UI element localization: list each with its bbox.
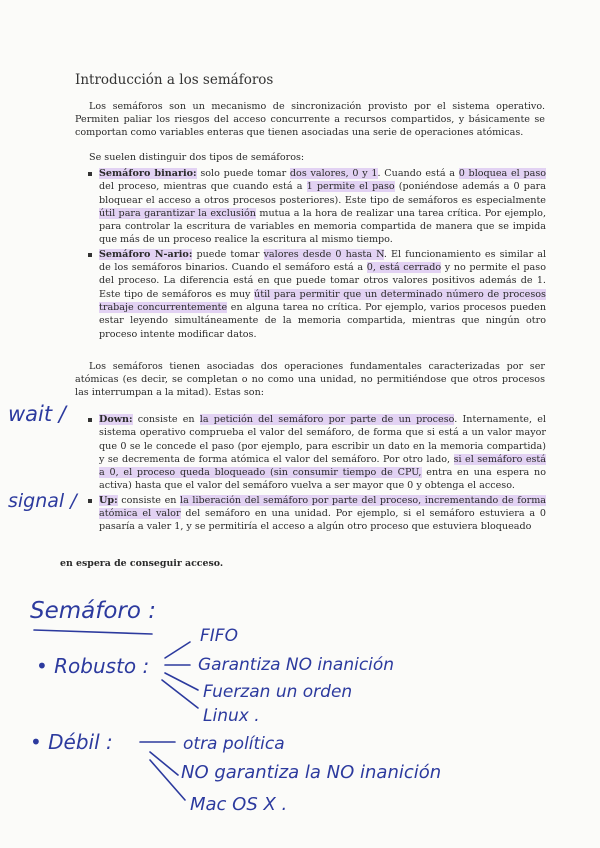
highlight-fragment: valores desde 0 hasta N	[263, 248, 384, 260]
text-fragment: del semáforo en una unidad. Por ejemplo, si el semáforo estuviera a 0 pasaría a valer 1, y se permitiría el acceso a algún otro proceso que estuviera bloqueado	[99, 508, 546, 533]
handwritten-debil: • Débil :	[30, 730, 113, 754]
highlight-fragment: útil para permitir que un determinado número de procesos trabaje concurrentemente	[99, 288, 546, 313]
handwritten-mac: Mac OS X .	[190, 794, 288, 815]
binary-label: Semáforo binario:	[99, 168, 197, 179]
handwritten-fifo: FIFO	[200, 626, 238, 646]
highlight-fragment: si el semáforo está a 0, el proceso queda bloqueado (sin consumir tiempo de CPU,	[99, 453, 546, 479]
types-intro: Se suelen distinguir dos tipos de semáforos:	[89, 152, 305, 163]
highlight-fragment: dos valores, 0 y 1	[289, 168, 378, 179]
fuerzan-branch-line	[165, 673, 198, 690]
handwritten-wait: wait /	[8, 402, 66, 426]
highlight-fragment: 1 permite el paso	[306, 181, 395, 193]
text-fragment: (poniéndose además a 0 para bloquear el acceso a otros procesos posteriores). Este tipo de semáforos es especialmente	[99, 181, 546, 206]
handwritten-otra-politica: otra política	[183, 734, 285, 754]
fifo-branch-line	[165, 642, 190, 658]
text-fragment: entra en una espera no activa) hasta que el valor del semáforo vuelva a ser mayor que 0 y obtenga el acceso.	[99, 467, 546, 492]
page-continuation: en espera de conseguir acceso.	[60, 558, 224, 569]
text-fragment: mutua a la hora de realizar una tarea crítica. Por ejemplo, para controlar la escritura de variables en memoria compartida de manera que se impida que más de un proceso realice la escritura al mismo tiempo.	[99, 207, 547, 246]
operations-intro: Los semáforos tienen asociadas dos operaciones fundamentales caracterizadas por ser atómicas (es decir, se completan o no como una unidad, no permitiéndose que otros procesos las interrumpan a la mitad). Estas son:	[75, 361, 545, 399]
handwritten-garantiza: Garantiza NO inanición	[198, 655, 395, 675]
highlight-fragment: la petición del semáforo por parte de un proceso	[199, 414, 455, 425]
handwritten-robusto: • Robusto :	[36, 654, 150, 678]
linux-branch-line	[162, 680, 198, 708]
text-fragment: . Cuando está a	[377, 168, 459, 179]
handwritten-linux: Linux .	[203, 706, 260, 726]
handwritten-heading: Semáforo :	[30, 598, 157, 624]
text-fragment: del proceso, mientras que cuando está a	[99, 181, 307, 193]
text-fragment: solo puede tomar	[196, 168, 290, 179]
intro-paragraph: Los semáforos son un mecanismo de sincronización provisto por el sistema operativo. Permiten paliar los riesgos del acceso concurrente a recursos compartidos, y básicamente se comportan como variables enteras que tienen asociadas una serie de operaciones atómicas.	[75, 101, 545, 139]
highlight-fragment: útil para garantizar la exclusión	[99, 207, 256, 219]
text-fragment: puede tomar	[192, 248, 264, 260]
text-fragment: . El funcionamiento es similar al de los semáforos binarios. Cuando el semáforo está a	[99, 248, 547, 274]
handwritten-no-garantiza: NO garantiza la NO inanición	[181, 762, 442, 783]
highlight-fragment: 0, está cerrado	[366, 262, 442, 274]
heading-underline	[34, 630, 152, 634]
handwritten-fuerzan: Fuerzan un orden	[203, 682, 353, 702]
text-fragment: en alguna tarea no crítica. Por ejemplo, varios procesos pueden estar leyendo simultáneamente de la memoria compartida, mientras que ningún otro proceso intente modificar datos.	[99, 301, 546, 340]
highlight-fragment: la liberación del semáforo por parte del proceso, incrementando de forma atómica el valor	[99, 494, 547, 520]
text-fragment: consiste en	[132, 414, 200, 425]
handwritten-signal: signal /	[8, 490, 77, 512]
section-title: Introducción a los semáforos	[75, 72, 274, 88]
highlight-fragment: 0 bloquea el paso	[458, 168, 547, 179]
text-fragment: . Internamente, el sistema operativo comprueba el valor del semáforo, de forma que si está a un valor mayor que 0 se le concede el paso (por ejemplo, para escribir un dato en la memoria compartida) y se decrementa de forma atómica el valor del semáforo. Por otro lado,	[99, 414, 546, 465]
no-garantiza-branch-line	[150, 752, 178, 775]
up-label: Up:	[99, 494, 118, 506]
nary-label: Semáforo N-ario:	[99, 248, 193, 260]
down-label: Down:	[99, 414, 133, 425]
text-fragment: consiste en	[117, 494, 181, 506]
text-fragment: y no permite el paso del proceso. La diferencia está en que puede tomar otros valores positivos además de 1. Este tipo de semáforos es muy	[99, 262, 546, 300]
